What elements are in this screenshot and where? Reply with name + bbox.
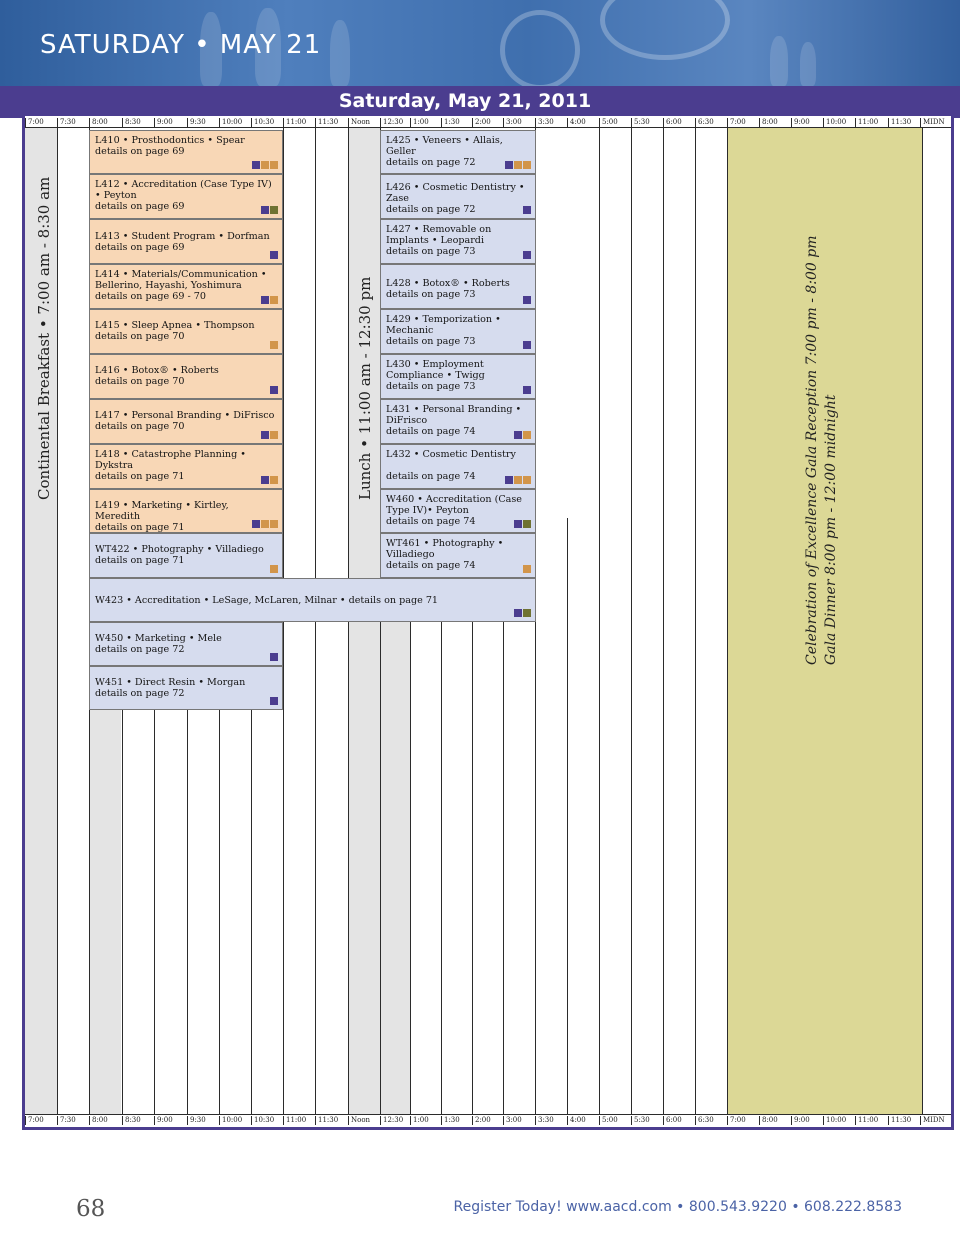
- grid-line: [441, 620, 442, 1115]
- session-title: L431 • Personal Branding • DiFrisco: [386, 404, 522, 426]
- breakfast-label: Continental Breakfast • 7:00 am - 8:30 am: [35, 176, 53, 500]
- session-W460[interactable]: [380, 489, 536, 533]
- session-details: details on page 73: [386, 246, 476, 257]
- time-tick: 8:00: [759, 1116, 778, 1125]
- track-icons: [261, 476, 278, 484]
- grid-line: [219, 710, 220, 1115]
- session-details: details on page 69: [95, 201, 185, 212]
- session-details: details on page 71: [95, 471, 185, 482]
- banner-figure: [770, 36, 788, 86]
- time-tick: 7:00: [25, 1116, 44, 1125]
- session-W451[interactable]: [89, 666, 283, 710]
- time-tick: 3:00: [503, 118, 522, 127]
- grid-line: [251, 710, 252, 1115]
- session-L418[interactable]: [89, 444, 283, 489]
- grid-line: [631, 127, 632, 1115]
- session-details: details on page 74: [386, 426, 476, 437]
- session-details: details on page 72: [386, 157, 476, 168]
- time-tick: 6:30: [695, 118, 714, 127]
- banner-swirl: [500, 10, 580, 86]
- session-title: L412 • Accreditation (Case Type IV) • Peyton: [95, 179, 272, 201]
- session-details: details on page 73: [386, 289, 476, 300]
- square-icon: [252, 520, 260, 528]
- grid-line: [695, 127, 696, 1115]
- track-icons: [270, 386, 278, 394]
- square-icon: [523, 431, 531, 439]
- session-L429[interactable]: [380, 309, 536, 354]
- grid-line: [154, 710, 155, 1115]
- time-tick: 5:00: [599, 118, 618, 127]
- time-tick: 8:30: [122, 118, 141, 127]
- session-W450[interactable]: [89, 622, 283, 666]
- time-tick: MIDN: [920, 1116, 945, 1125]
- grid-line: [187, 710, 188, 1115]
- session-L432[interactable]: [380, 444, 536, 489]
- session-L410[interactable]: [89, 130, 283, 174]
- time-tick: 8:30: [122, 1116, 141, 1125]
- time-tick: 5:00: [599, 1116, 618, 1125]
- track-icons: [514, 609, 531, 617]
- grid-line: [727, 127, 728, 1115]
- track-icons: [261, 431, 278, 439]
- square-icon: [270, 565, 278, 573]
- time-tick: Noon: [348, 1116, 370, 1125]
- track-icons: [514, 431, 531, 439]
- session-L417[interactable]: [89, 399, 283, 444]
- grid-line: [922, 127, 923, 1115]
- session-details: details on page 69: [95, 146, 185, 157]
- square-icon: [523, 609, 531, 617]
- square-icon: [523, 520, 531, 528]
- session-details: details on page 71: [95, 555, 185, 566]
- session-L427[interactable]: [380, 219, 536, 264]
- square-icon: [505, 161, 513, 169]
- grid-line: [567, 518, 568, 1115]
- session-title: L427 • Removable on Implants • Leopardi: [386, 224, 492, 246]
- footer-contact: Register Today! www.aacd.com • 800.543.9220 • 608.222.8583: [453, 1199, 902, 1215]
- session-WT461[interactable]: [380, 533, 536, 578]
- session-title: W423 • Accreditation • LeSage, McLaren, Milnar • details on page 71: [95, 595, 439, 606]
- session-WT422[interactable]: [89, 533, 283, 578]
- grey-column: [89, 710, 121, 1115]
- time-tick: 7:30: [57, 118, 76, 127]
- time-tick: 10:30: [251, 118, 274, 127]
- square-icon: [270, 431, 278, 439]
- session-title: L416 • Botox® • Roberts: [95, 365, 219, 376]
- session-details: details on page 70: [95, 421, 185, 432]
- square-icon: [270, 697, 278, 705]
- square-icon: [261, 520, 269, 528]
- session-title: WT422 • Photography • Villadiego: [95, 544, 264, 555]
- session-title: WT461 • Photography • Villadiego: [386, 538, 504, 560]
- session-L426[interactable]: [380, 174, 536, 219]
- time-tick: 10:00: [219, 1116, 242, 1125]
- session-title: L410 • Prosthodontics • Spear: [95, 135, 245, 146]
- track-icons: [505, 161, 531, 169]
- session-title: W450 • Marketing • Mele: [95, 633, 222, 644]
- track-icons: [252, 520, 278, 528]
- square-icon: [270, 653, 278, 661]
- session-title: L428 • Botox® • Roberts: [386, 278, 510, 289]
- session-title: L419 • Marketing • Kirtley, Meredith: [95, 500, 229, 522]
- session-L415[interactable]: [89, 309, 283, 354]
- session-title: L413 • Student Program • Dorfman: [95, 231, 270, 242]
- square-icon: [523, 161, 531, 169]
- time-tick: 2:00: [472, 1116, 491, 1125]
- square-icon: [514, 520, 522, 528]
- session-L419[interactable]: [89, 489, 283, 533]
- square-icon: [523, 565, 531, 573]
- grid-line: [410, 620, 411, 1115]
- time-tick: 7:00: [25, 118, 44, 127]
- time-tick: 11:00: [283, 118, 306, 127]
- session-details: details on page 72: [95, 644, 185, 655]
- square-icon: [505, 476, 513, 484]
- time-tick: 8:00: [89, 118, 108, 127]
- time-tick: 10:00: [823, 118, 846, 127]
- session-details: details on page 73: [386, 381, 476, 392]
- time-tick: 11:30: [315, 1116, 338, 1125]
- time-tick: 11:00: [855, 1116, 878, 1125]
- time-tick: 6:00: [663, 118, 682, 127]
- session-details: details on page 70: [95, 331, 185, 342]
- square-icon: [514, 476, 522, 484]
- track-icons: [270, 653, 278, 661]
- time-tick: 1:00: [410, 1116, 429, 1125]
- session-details: details on page 74: [386, 516, 476, 527]
- time-tick: 3:00: [503, 1116, 522, 1125]
- session-L431[interactable]: [380, 399, 536, 444]
- time-tick: 6:00: [663, 1116, 682, 1125]
- time-tick: 7:00: [727, 1116, 746, 1125]
- gala-reception-label: Celebration of Excellence Gala Reception 7:00 pm - 8:00 pm: [804, 235, 820, 665]
- timeline-top: [25, 118, 951, 127]
- time-tick: 11:00: [855, 118, 878, 127]
- time-tick: 11:30: [888, 1116, 911, 1125]
- square-icon: [270, 520, 278, 528]
- session-details: details on page 71: [95, 522, 185, 533]
- track-icons: [505, 476, 531, 484]
- banner-figure: [800, 42, 816, 86]
- time-tick: 3:30: [535, 118, 554, 127]
- session-title: L430 • Employment Compliance • Twigg: [386, 359, 485, 381]
- session-L416[interactable]: [89, 354, 283, 399]
- time-tick: 10:00: [823, 1116, 846, 1125]
- session-title: L417 • Personal Branding • DiFrisco: [95, 410, 275, 421]
- lunch-label: Lunch • 11:00 am - 12:30 pm: [356, 276, 374, 500]
- square-icon: [270, 161, 278, 169]
- square-icon: [270, 386, 278, 394]
- session-details: details on page 73: [386, 336, 476, 347]
- time-tick: 1:00: [410, 118, 429, 127]
- session-title: L414 • Materials/Communication • Bellerino, Hayashi, Yoshimura: [95, 269, 267, 291]
- time-tick: 4:00: [567, 118, 586, 127]
- session-details: details on page 72: [386, 204, 476, 215]
- square-icon: [261, 431, 269, 439]
- time-tick: 11:30: [315, 118, 338, 127]
- time-tick: 11:30: [888, 118, 911, 127]
- session-details: details on page 70: [95, 376, 185, 387]
- time-tick: 5:30: [631, 1116, 650, 1125]
- time-tick: 10:00: [219, 118, 242, 127]
- square-icon: [523, 476, 531, 484]
- square-icon: [514, 161, 522, 169]
- time-tick: 7:00: [727, 118, 746, 127]
- track-icons: [523, 341, 531, 349]
- bottom-rule: [25, 1114, 951, 1115]
- track-icons: [252, 161, 278, 169]
- time-tick: 9:00: [154, 1116, 173, 1125]
- track-icons: [261, 206, 278, 214]
- square-icon: [252, 161, 260, 169]
- time-tick: 3:30: [535, 1116, 554, 1125]
- grid-line: [503, 620, 504, 1115]
- square-icon: [514, 431, 522, 439]
- time-tick: 9:00: [791, 1116, 810, 1125]
- square-icon: [261, 206, 269, 214]
- time-tick: MIDN: [920, 118, 945, 127]
- session-L413[interactable]: [89, 219, 283, 264]
- square-icon: [523, 251, 531, 259]
- grid-line: [663, 127, 664, 1115]
- session-details: details on page 69: [95, 242, 185, 253]
- gala-dinner-label: Gala Dinner 8:00 pm - 12:00 midnight: [823, 394, 839, 665]
- session-title: L432 • Cosmetic Dentistry: [386, 449, 516, 460]
- time-tick: 9:30: [187, 1116, 206, 1125]
- square-icon: [270, 296, 278, 304]
- time-tick: 8:00: [89, 1116, 108, 1125]
- square-icon: [270, 206, 278, 214]
- session-title: W451 • Direct Resin • Morgan: [95, 677, 246, 688]
- banner-figure: [330, 20, 350, 86]
- timeline-bottom: [25, 1116, 951, 1125]
- time-tick: 11:00: [283, 1116, 306, 1125]
- square-icon: [270, 251, 278, 259]
- track-icons: [514, 520, 531, 528]
- time-tick: 9:30: [187, 118, 206, 127]
- session-details: details on page 69 - 70: [95, 291, 206, 302]
- square-icon: [523, 296, 531, 304]
- time-tick: 4:00: [567, 1116, 586, 1125]
- square-icon: [523, 386, 531, 394]
- session-L412[interactable]: [89, 174, 283, 219]
- track-icons: [270, 565, 278, 573]
- session-details: details on page 72: [95, 688, 185, 699]
- time-tick: 9:00: [154, 118, 173, 127]
- time-tick: 12:30: [380, 1116, 403, 1125]
- session-W423[interactable]: [89, 578, 536, 622]
- top-rule: [25, 127, 951, 128]
- square-icon: [270, 341, 278, 349]
- session-title: L425 • Veneers • Allais, Geller: [386, 135, 503, 157]
- session-L414[interactable]: [89, 264, 283, 309]
- grid-line: [599, 127, 600, 1115]
- time-tick: 8:00: [759, 118, 778, 127]
- square-icon: [261, 161, 269, 169]
- session-title: W460 • Accreditation (Case Type IV)• Peyton: [386, 494, 522, 516]
- time-tick: 10:30: [251, 1116, 274, 1125]
- track-icons: [523, 251, 531, 259]
- time-tick: 5:30: [631, 118, 650, 127]
- grey-column: [380, 620, 410, 1115]
- track-icons: [261, 296, 278, 304]
- track-icons: [523, 386, 531, 394]
- session-L430[interactable]: [380, 354, 536, 399]
- track-icons: [523, 296, 531, 304]
- square-icon: [523, 206, 531, 214]
- time-tick: 1:30: [441, 118, 460, 127]
- session-title: L415 • Sleep Apnea • Thompson: [95, 320, 255, 331]
- time-tick: Noon: [348, 118, 370, 127]
- session-details: details on page 74: [386, 560, 476, 571]
- session-title: L426 • Cosmetic Dentistry • Zase: [386, 182, 525, 204]
- time-tick: 6:30: [695, 1116, 714, 1125]
- square-icon: [270, 476, 278, 484]
- session-title: L418 • Catastrophe Planning • Dykstra: [95, 449, 246, 471]
- track-icons: [270, 341, 278, 349]
- day-title: Saturday, May 21, 2011: [338, 90, 592, 112]
- banner-swirl: [600, 0, 730, 60]
- time-tick: 12:30: [380, 118, 403, 127]
- time-tick: 7:30: [57, 1116, 76, 1125]
- track-icons: [523, 565, 531, 573]
- time-tick: 2:00: [472, 118, 491, 127]
- grid-line: [472, 620, 473, 1115]
- square-icon: [261, 476, 269, 484]
- banner-title: SATURDAY • MAY 21: [40, 30, 322, 60]
- time-tick: 1:30: [441, 1116, 460, 1125]
- time-tick: 9:00: [791, 118, 810, 127]
- session-title: L429 • Temporization • Mechanic: [386, 314, 501, 336]
- track-icons: [270, 697, 278, 705]
- square-icon: [514, 609, 522, 617]
- square-icon: [523, 341, 531, 349]
- session-details: details on page 74: [386, 471, 476, 482]
- square-icon: [261, 296, 269, 304]
- track-icons: [270, 251, 278, 259]
- session-L425[interactable]: [380, 130, 536, 174]
- grid-line: [122, 710, 123, 1115]
- page-number: 68: [76, 1196, 106, 1222]
- track-icons: [523, 206, 531, 214]
- session-L428[interactable]: [380, 264, 536, 309]
- grid-line: [57, 127, 58, 1115]
